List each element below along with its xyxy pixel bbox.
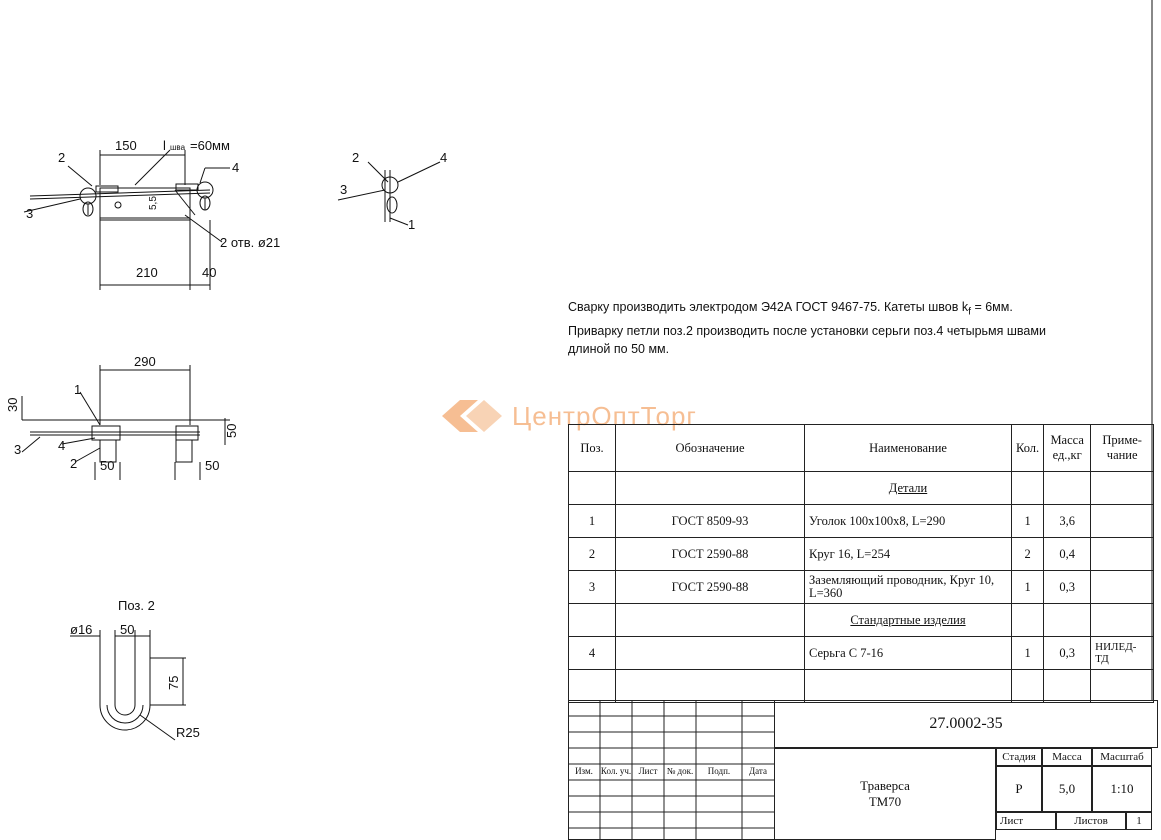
- spec-table: [568, 424, 1154, 703]
- col-list: Лист: [638, 766, 658, 776]
- drawing-name: [774, 748, 996, 840]
- v1-pos-3: 3: [26, 206, 34, 221]
- spec-h-qty: Кол.: [1012, 425, 1044, 472]
- cell-mass: 0,4: [1044, 538, 1091, 571]
- cell-designation: ГОСТ 2590-88: [616, 538, 805, 571]
- cell-designation: ГОСТ 2590-88: [616, 571, 805, 604]
- col-doc: № док.: [666, 766, 694, 776]
- v1-dim-top: 150: [115, 138, 137, 153]
- mass-value: 5,0: [1042, 766, 1092, 812]
- v2-pos-2: 2: [352, 150, 360, 165]
- scale-value: 1:10: [1092, 766, 1152, 812]
- view-1: [24, 150, 230, 290]
- v1-dim-small: 5,5: [148, 196, 159, 210]
- v1-weld-len: l: [163, 138, 166, 153]
- note-subscript: f: [968, 306, 971, 318]
- cell-pos: 3: [569, 571, 616, 604]
- cell-mass: 0,3: [1044, 637, 1091, 670]
- view-2: [338, 162, 440, 225]
- v1-pos-2: 2: [58, 150, 66, 165]
- sheets-label: Листов: [1056, 812, 1126, 830]
- v3-dim-left: 30: [5, 397, 20, 412]
- note-line-3: длиной по 50 мм.: [568, 341, 670, 356]
- cell-pos: 4: [569, 637, 616, 670]
- v4-dim-d: ø16: [70, 622, 93, 637]
- note-line-1-end: = 6мм.: [970, 300, 1013, 314]
- cell-note: [1091, 571, 1154, 604]
- cell-note: [1091, 505, 1154, 538]
- cell-designation: ГОСТ 8509-93: [616, 505, 805, 538]
- table-row: [569, 538, 1154, 571]
- drawing-name-line2: ТМ70: [868, 794, 902, 809]
- cell-name: Заземляющий проводник, Круг 10, L=360: [805, 571, 1012, 604]
- cell-note: НИЛЕД-ТД: [1091, 637, 1154, 670]
- v4-dim-w: 50: [120, 622, 135, 637]
- spec-h-name: Наименование: [805, 425, 1012, 472]
- v3-pos-4: 4: [58, 438, 66, 453]
- v4-dim-h: 75: [166, 675, 181, 690]
- mass-header: Масса: [1042, 748, 1092, 766]
- v3-pos-3: 3: [14, 442, 22, 457]
- v2-pos-4: 4: [440, 150, 448, 165]
- v3-dim-b2: 50: [205, 458, 220, 473]
- cell-name: Круг 16, L=254: [805, 538, 1012, 571]
- v1-dim-bottom-1: 210: [136, 265, 158, 280]
- spec-h-designation: Обозначение: [616, 425, 805, 472]
- cell-pos: 2: [569, 538, 616, 571]
- cell-qty: 1: [1012, 571, 1044, 604]
- cell-mass: 3,6: [1044, 505, 1091, 538]
- sheet-label: Лист: [996, 812, 1056, 830]
- v1-weld-len-sub: шва: [170, 143, 186, 152]
- cell-qty: 1: [1012, 505, 1044, 538]
- cell-mass: 0,3: [1044, 571, 1091, 604]
- spec-section-details: [569, 472, 1154, 505]
- v1-weld-len-val: =60мм: [190, 138, 230, 153]
- v3-pos-1: 1: [74, 382, 82, 397]
- spec-h-pos: Поз.: [569, 425, 616, 472]
- cell-qty: 1: [1012, 637, 1044, 670]
- view-3: [22, 365, 230, 480]
- table-row-empty: [569, 670, 1154, 703]
- spec-header-row: [569, 425, 1154, 472]
- table-row: [569, 571, 1154, 604]
- col-kol-uch: Кол. уч.: [600, 766, 632, 776]
- col-izm: Изм.: [575, 766, 593, 776]
- table-row: [569, 505, 1154, 538]
- spec-h-note: Приме-чание: [1091, 425, 1154, 472]
- drawing-name-line1: Траверса: [860, 778, 910, 793]
- stage-header: Стадия: [996, 748, 1042, 766]
- v4-dim-r: R25: [176, 725, 200, 740]
- v1-pos-4: 4: [232, 160, 240, 175]
- col-date: Дата: [749, 766, 767, 776]
- note-line-2: Приварку петли поз.2 производить после установки серьги поз.4 четырьмя швами: [568, 323, 1046, 338]
- v1-dim-bottom-2: 40: [202, 265, 217, 280]
- v3-dim-b1: 50: [100, 458, 115, 473]
- table-row: [569, 637, 1154, 670]
- spec-section-standard: [569, 604, 1154, 637]
- v2-pos-1: 1: [408, 217, 416, 232]
- v3-dim-top: 290: [134, 354, 156, 369]
- cell-note: [1091, 538, 1154, 571]
- title-block: [568, 700, 1158, 840]
- spec-h-mass: Масса ед.,кг: [1044, 425, 1091, 472]
- v4-title: Поз. 2: [118, 598, 155, 613]
- drawing-code: 27.0002-35: [774, 700, 1158, 748]
- cell-name: Уголок 100х100х8, L=290: [805, 505, 1012, 538]
- sheets-value: 1: [1126, 812, 1152, 830]
- cell-qty: 2: [1012, 538, 1044, 571]
- v3-pos-2: 2: [70, 456, 78, 471]
- v1-hole-note: 2 отв. ø21: [220, 235, 281, 250]
- technical-notes: [568, 298, 1068, 358]
- col-sign: Подп.: [707, 766, 731, 776]
- note-line-1: Сварку производить электродом Э42А ГОСТ 9467-75. Катеты швов k: [568, 300, 969, 314]
- watermark-text: ЦентрОптТорг: [512, 400, 697, 431]
- v2-pos-3: 3: [340, 182, 348, 197]
- stage-value: Р: [996, 766, 1042, 812]
- watermark-logo-icon: [440, 396, 504, 436]
- cell-designation: [616, 637, 805, 670]
- cell-name: Серьга С 7-16: [805, 637, 1012, 670]
- cell-pos: 1: [569, 505, 616, 538]
- section-standard-label: Стандартные изделия: [805, 604, 1012, 637]
- v3-dim-right: 50: [224, 423, 239, 438]
- scale-header: Масштаб: [1092, 748, 1152, 766]
- section-details-label: Детали: [805, 472, 1012, 505]
